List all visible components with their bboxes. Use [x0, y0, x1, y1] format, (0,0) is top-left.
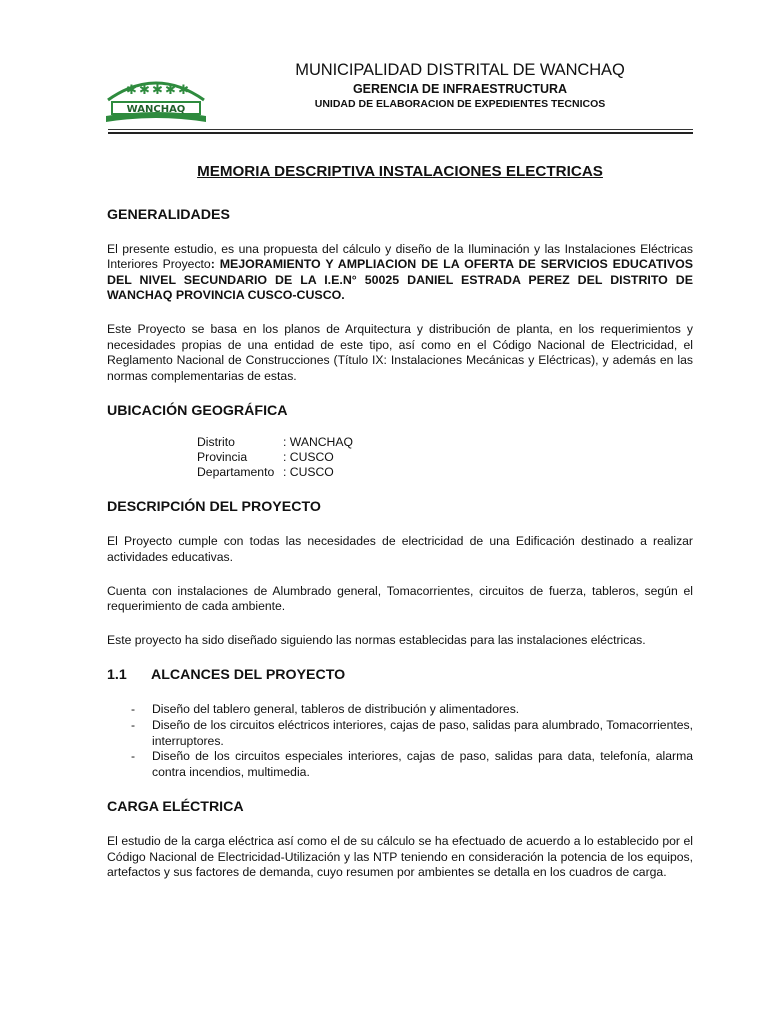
svg-text:✱: ✱ — [126, 83, 137, 98]
paragraph-description-1: El Proyecto cumple con todas las necesidades de electricidad de una Edificación destinado a realizar actividades educativas. — [107, 534, 693, 564]
document-header — [104, 60, 694, 135]
section-heading-ubicacion: UBICACIÓN GEOGRÁFICA — [107, 403, 288, 420]
location-row — [197, 450, 353, 465]
section-heading-carga: CARGA ELÉCTRICA — [107, 799, 244, 816]
document-title: MEMORIA DESCRIPTIVA INSTALACIONES ELECTRICAS — [197, 163, 603, 180]
scope-list — [107, 702, 693, 780]
location-row — [197, 465, 353, 480]
section-heading-descripcion: DESCRIPCIÓN DEL PROYECTO — [107, 499, 321, 516]
municipality-logo — [104, 64, 208, 128]
document-body — [107, 164, 693, 899]
paragraph-project-intro — [107, 242, 693, 304]
list-item-text: Diseño de los circuitos eléctricos interiores, cajas de paso, salidas para alumbrado, Tomacorrientes, interruptores. — [152, 717, 693, 748]
paragraph-project-basis: Este Proyecto se basa en los planos de Arquitectura y distribución de planta, en los requerimientos y necesidades propias de una entidad de este tipo, así como en el Código Nacional de Electricidad, el Reglamento Nacional de Construcciones (Título IX: Instalaciones Mecánicas y Eléctricas), y además en las normas complementarias de estas. — [107, 321, 693, 383]
list-item — [131, 749, 693, 780]
unit-name: UNIDAD DE ELABORACION DE EXPEDIENTES TECNICOS — [314, 98, 606, 110]
project-name-bold: : MEJORAMIENTO Y AMPLIACION DE LA OFERTA DE SERVICIOS EDUCATIVOS DEL NIVEL SECUNDARIO DE LA I.E.N° 50025 DANIEL ESTRADA PEREZ DEL DISTRITO DE WANCHAQ PROVINCIA CUSCO-CUSCO. — [107, 257, 693, 303]
svg-text:✱: ✱ — [139, 83, 150, 98]
svg-text:✱: ✱ — [178, 83, 189, 98]
paragraph-description-3: Este proyecto ha sido diseñado siguiendo las normas establecidas para las instalaciones eléctricas. — [107, 632, 646, 647]
section-heading-generalidades: GENERALIDADES — [107, 206, 230, 223]
location-label: Departamento — [197, 465, 275, 480]
location-label: Distrito — [197, 435, 235, 450]
location-table — [197, 435, 353, 480]
location-value: : CUSCO — [283, 450, 334, 465]
project-intro-text: El presente estudio, es una propuesta del cálculo y diseño de la Iluminación y las Instalaciones Eléctricas Interiores Proyecto — [107, 241, 693, 272]
list-item-text: Diseño de los circuitos especiales interiores, cajas de paso, salidas para data, telefonía, alarma contra incendios, multimedia. — [152, 749, 693, 779]
location-value: : WANCHAQ — [283, 435, 353, 450]
svg-text:✱: ✱ — [152, 83, 163, 98]
paragraph-load-study: El estudio de la carga eléctrica así como el de su cálculo se ha efectuado de acuerdo a lo establecido por el Código Nacional de Electricidad-Utilización y las NTP teniendo en consideración la potencia de los equipos, artefactos y sus factores de demanda, cuyo resumen por ambientes se detalla en los cuadros de carga. — [107, 834, 693, 880]
department-name: GERENCIA DE INFRAESTRUCTURA — [352, 82, 568, 96]
paragraph-description-2: Cuenta con instalaciones de Alumbrado general, Tomacorrientes, circuitos de fuerza, tableros, según el requerimiento de cada ambiente. — [107, 583, 693, 614]
section-heading-text: ALCANCES DEL PROYECTO — [151, 667, 346, 684]
section-number: 1.1 — [107, 667, 127, 684]
location-label: Provincia — [197, 450, 248, 465]
list-item — [131, 702, 693, 718]
section-heading-alcances — [107, 666, 693, 684]
list-item — [131, 718, 693, 749]
logo-wordmark: WANCHAQ — [126, 104, 186, 115]
dash-bullet: - — [131, 702, 136, 717]
dash-bullet: - — [131, 717, 136, 732]
location-value: : CUSCO — [283, 465, 334, 480]
location-row — [197, 435, 353, 450]
dash-bullet: - — [131, 749, 136, 764]
list-item-text: Diseño del tablero general, tableros de distribución y alimentadores. — [152, 702, 520, 717]
header-text-block — [230, 60, 690, 111]
header-divider-thin — [108, 129, 693, 130]
header-divider-thick — [108, 132, 693, 134]
svg-text:✱: ✱ — [165, 83, 176, 98]
municipality-name: MUNICIPALIDAD DISTRITAL DE WANCHAQ — [295, 61, 625, 79]
